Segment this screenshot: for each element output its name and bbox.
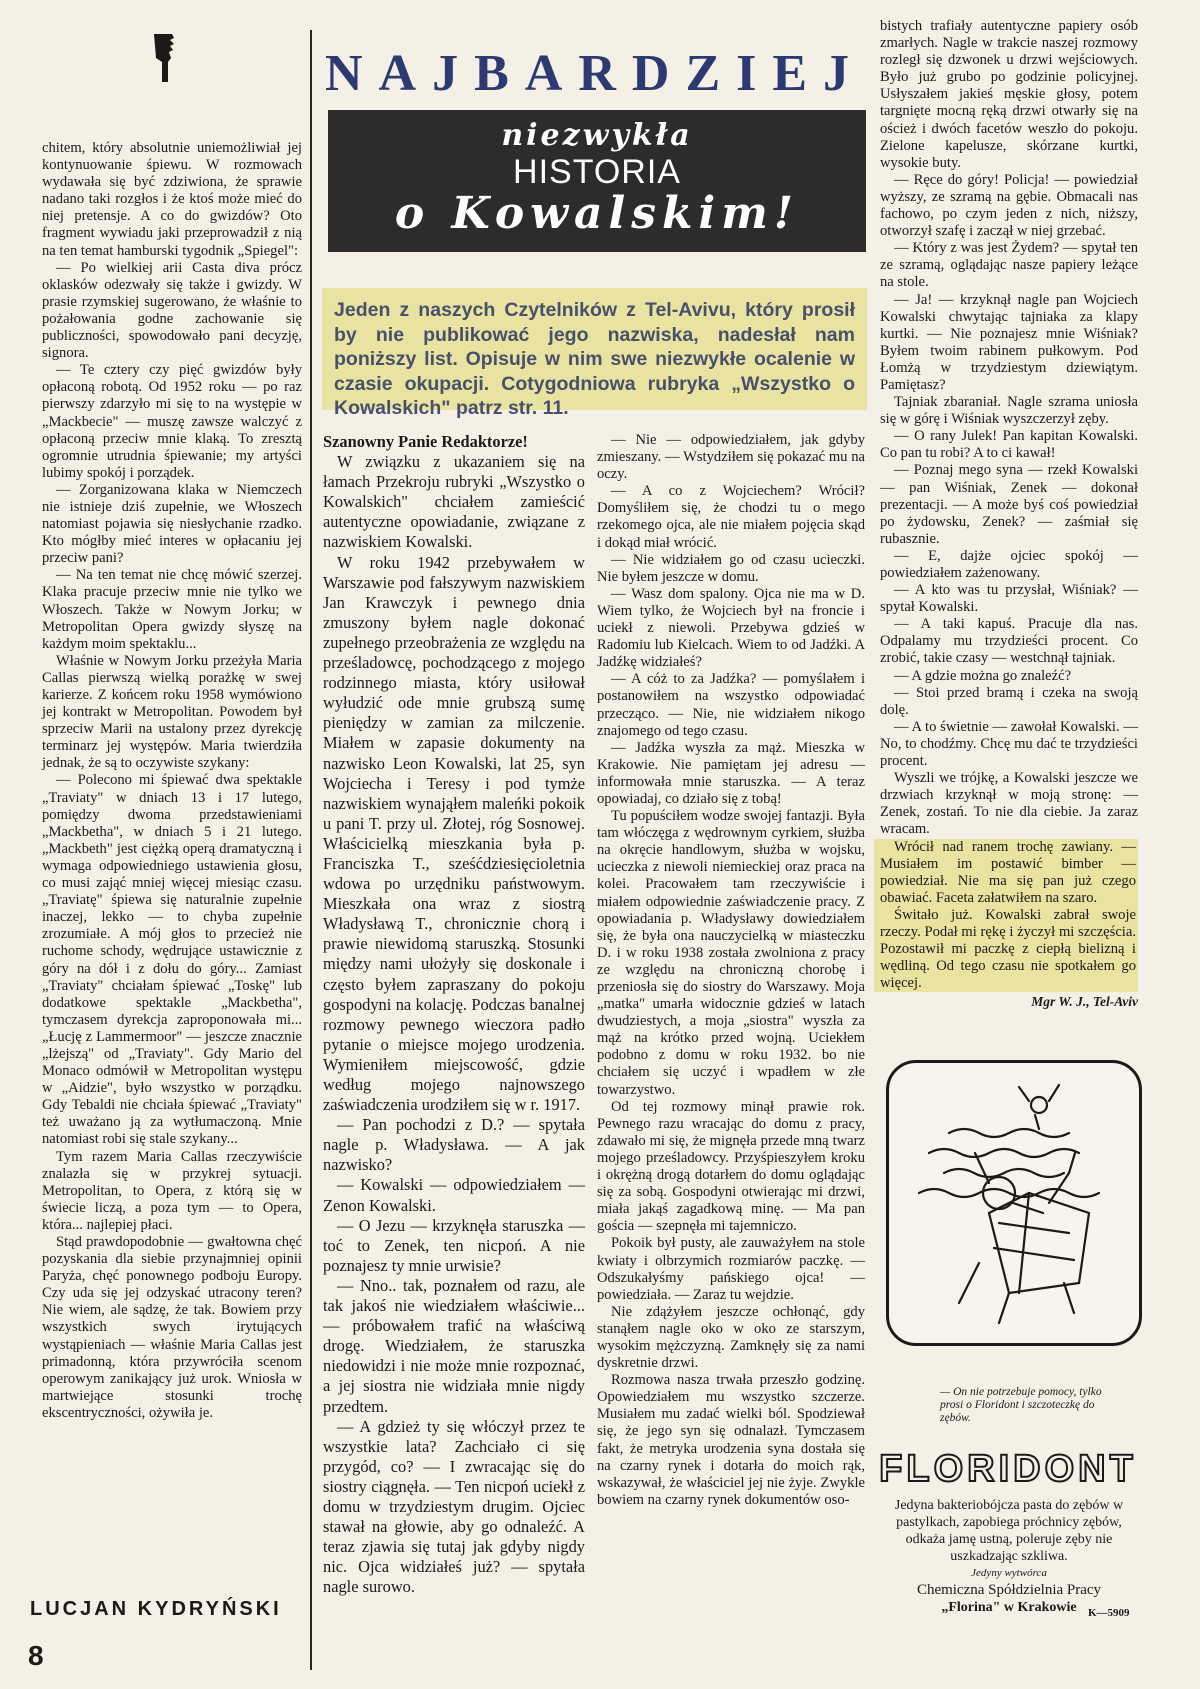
- highlighted-ending: [874, 839, 1138, 993]
- paragraph: Wrócił nad ranem trochę zawiany. — Musiałem im postawić bimber — powiedział. Nie ma się pan już czego obawiać. Faceta załatwiłem na szaro.: [880, 838, 1136, 906]
- paragraph: Tajniak zbaraniał. Nagle szrama uniosła się w górę i Wiśniak wyszczerzył zęby.: [880, 394, 1138, 428]
- paragraph: — Zorganizowana klaka w Niemczech nie istnieje dziś zupełnie, we Włoszech natomiast pojawia się niesłychanie rzadko. Kto mógłby mieć interes w opłacaniu jej przeciw pani?: [42, 481, 302, 567]
- paragraph: — A co z Wojciechem? Wrócił? Domyśliłem się, że chodzi tu o mego rzekomego ojca, ale nie miałem pojęcia skąd i dokąd miał wrócić.: [597, 483, 865, 551]
- paragraph: Właśnie w Nowym Jorku przeżyła Maria Callas pierwszą wielką porażkę w swej karierze. Z końcem roku 1958 wymówiono jej kontrakt w Metropolitan. Powodem był sprzeciw Marii na ustalony przez dyrekcję terminarz jej występów. Maria twierdziła jednak, że są to oczywiste szykany:: [42, 652, 302, 772]
- ad-maker-label: Jedyny wytwórca: [971, 1567, 1047, 1579]
- headline-box: [328, 110, 866, 252]
- paragraph: Rozmowa nasza trwała przeszło godzinę. Opowiedziałem mu wszystko szczerze. Musiałem mu zadać wielki ból. Spodziewał się, że jego syn się odnalazł. Tymczasem fakt, że metryka urodzenia syna dostała się na czarny rynek i dotarła do moich rąk, wskazywał, że właściciel jej nie żyje. Zwykle bowiem na czarny rynek dokumentów oso-: [597, 1372, 865, 1508]
- letter-column-1: [323, 432, 585, 1597]
- paragraph: — A cóż to za Jadźka? — pomyślałem i postanowiłem na wszystko odpowiadać przecząco. — Nie, nie widziałem nikogo znajomego od tego czasu.: [597, 671, 865, 739]
- paragraph: — A gdzie można go znaleźć?: [894, 667, 1072, 684]
- ad-body: Jedyna bakteriobójcza pasta do zębów w pastylkach, zapobiega próchnicy zębów, odkaża jamę ustną, poleruje zęby nie uszkadzając szkliwa.: [894, 1498, 1124, 1564]
- paragraph: Tym razem Maria Callas rzeczywiście znalazła się w przykrej sytuacji. Metropolitan, to Opera, z którą się w świecie liczą, a poza tym — to Opera, która... najlepiej płaci.: [42, 1148, 302, 1233]
- letter-column-3-text: [880, 18, 1138, 839]
- paragraph: W związku z ukazaniem się na łamach Przekroju rubryki „Wszystko o Kowalskich" chciałem zamieścić autentyczne opowiadanie, związane z nazwiskiem Kowalski.: [323, 452, 585, 552]
- headline-subtitle: niezwykła: [501, 118, 693, 153]
- paragraph: — Nno.. tak, poznałem od razu, ale tak jakoś nie wiedziałem właściwie... — próbowałem trafić na właściwą drogę. Wiedziałem, że staruszka niedowidzi i nie może mnie rozpoznać, a jej siostra nie widziała mnie nigdy przedtem.: [323, 1275, 585, 1416]
- letter-column-3: [880, 18, 1138, 1010]
- letter-salutation: Szanowny Panie Redaktorze!: [323, 432, 528, 451]
- paragraph: — Nie widziałem go od czasu ucieczki. Nie byłem jeszcze w domu.: [597, 551, 865, 585]
- ad-code: K—5909: [1088, 1607, 1130, 1619]
- paragraph: — A to świetnie — zawołał Kowalski. — No, to chodźmy. Chcę mu dać te trzydzieści procent.: [880, 718, 1138, 770]
- paragraph: — Nie — odpowiedziałem, jak gdyby zmieszany. — Wstydziłem się pokazać mu na oczy.: [597, 432, 865, 483]
- paragraph: — Po wielkiej arii Casta diva prócz oklasków odezwały się także i gwizdy. W prasie rzymskiej sugerowano, że właśnie to pożałowania godne zachowanie się publiczności, spowodowało pani decyzję, signora.: [42, 259, 302, 362]
- article-lead: Jeden z naszych Czytelników z Tel-Avivu, który prosił by nie publikować jego nazwiska, nadesłał nam poniższy list. Opisuje w nim swe niezwykłe ocalenie w czasie okupacji. Cotygodniowa rubryka „Wszystko o Kowalskich" patrz str. 11.: [322, 288, 867, 410]
- ad-text: [878, 1497, 1140, 1616]
- paragraph: — Kowalski — odpowiedziałem — Zenon Kowalski.: [323, 1175, 585, 1215]
- paragraph: — Wasz dom spalony. Ojca nie ma w D. Wiem tylko, że Wojciech był na froncie i uciekł z niewoli. Przebywa gdzieś w Radomiu lub Kielcach. Wiem to od Jadźki. A Jadźkę widziałeś?: [597, 585, 865, 671]
- column-divider: [310, 30, 312, 1670]
- paragraph: — A kto was tu przysłał, Wiśniak? — spytał Kowalski.: [880, 582, 1138, 616]
- paragraph: Pokoik był pusty, ale zauważyłem na stole kwiaty i olbrzymich rozmiarów paczkę. — Odszukałyśmy pańskiego ojca! — powiedziała. — Zaraz tu wejdzie.: [597, 1235, 865, 1303]
- paragraph: — Ręce do góry! Policja! — powiedział wyższy, ze szramą na gębie. Obmacali nas fachowo, po czym jeden z nich, niższy, otworzył szafę i zaczął w niej grzebać.: [880, 171, 1138, 240]
- paragraph: — O rany Julek! Pan kapitan Kowalski. Co pan tu robi? A to ci kawał!: [880, 428, 1138, 462]
- ad-caption: — On nie potrzebuje pomocy, tylko prosi o Floridont i szczoteczkę do zębów.: [940, 1386, 1102, 1424]
- paragraph: Świtało już. Kowalski zabrał swoje rzeczy. Podał mi rękę i życzył mi szczęścia. Pozostawił mi paczkę z ciepłą bielizną i wędliną. Od tego czasu nie spotkałem go więcej.: [880, 906, 1136, 992]
- left-column: [42, 140, 302, 1422]
- ad-brand-logo: FLORIDONT: [879, 1448, 1137, 1490]
- paragraph: — Te cztery czy pięć gwizdów były opłaconą robotą. Od 1952 roku — po raz pierwszy zdarzyło mi się to na występie w „Mackbecie" — muszę zawsze walczyć z opłaconą przeciw mnie klaką. To zresztą ogromnie utrudnia śpiewanie; my artyści lubimy spokój i porządek.: [42, 362, 302, 481]
- headline-title: NAJBARDZIEJ: [325, 45, 866, 102]
- left-column-text: [42, 140, 302, 1422]
- paragraph: — Polecono mi śpiewać dwa spektakle „Traviaty" w dniach 13 i 17 lutego, pomiędzy dwoma przedstawieniami „Mackbetha", w dniach 5 i 21 lutego. „Mackbeth" jest ciężką operą dramatyczną i wymaga odpowiedniego ustawienia głosu, co musi zająć mniej więcej miesiąc czasu. „Traviatę" śpiewa się naturalnie zupełnie inaczej, lekko — to chyba zupełnie zrozumiałe. A mój głos to przecież nie ruchome schody, wędrujące ustawicznie z góry na dół i z dołu do góry... Zamiast „Traviaty" chciałam śpiewać „Toskę" lub dodatkowe spektakle „Mackbetha", tymczasem dyrekcja zaproponowała mi... „Łucję z Lammermoor" — jeszcze znacznie „lżejszą" od „Traviaty". Gdy Mario del Monaco odmówił w Metropolitan występu w „Aidzie", było wszystko w porządku. Gdy Tebaldi nie chciała śpiewać „Traviaty" też uważano ją za wytłumaczoną. Mnie natomiast robi się stale szykany...: [42, 772, 302, 1148]
- paragraph: W roku 1942 przebywałem w Warszawie pod fałszywym nazwiskiem Jan Krawczyk i pewnego dnia zmuszony byłem nagle dokonać zupełnego przeobrażenia ze względu na prześladowcę, pochodzącego z mojego rodzinnego miasta, który usiłował wyłudzić ode mnie grubszą sumę pieniędzy w zamian za milczenie. Miałem w zapasie dokumenty na nazwisko Leon Kowalski, lat 25, syn Wojciecha i Teresy i pod tymże nazwiskiem wynająłem maleńki pokoik u pani T. przy ul. Złotej, róg Sosnowej. Właścicielką mieszkania była p. Franciszka T., sześćdziesięcioletnia wdowa po urzędniku państwowym. Mieszkała ona wraz z siostrą Władysławą T., chronicznie chorą i prawie niewidomą staruszką. Stosunki między nami ułożyły się doskonale i często byłem zapraszany do pokoju gospodyni na kolację. Podczas banalnej rozmowy pewnego wieczora padło pytanie o miejsce mojego urodzenia. Wymieniłem miejscowość, gdzie według mojego najnowszego zaświadczenia urodziłem się w r. 1917.: [323, 552, 585, 1115]
- page-number: 8: [28, 1640, 44, 1671]
- pointing-hand-icon: [150, 32, 180, 84]
- paragraph: — A taki kapuś. Pracuje dla nas. Odpalamy mu trzydzieści procent. Co zrobić, takie czasy — westchnął tajniak.: [880, 616, 1138, 667]
- letter-column-2-text: [597, 432, 865, 1509]
- paragraph: Stąd prawdopodobnie — gwałtowna chęć pozyskania dla siebie przynajmniej opinii Paryża, chęć ponownego podboju Europy. Czy uda się jej odzyskać utracony teren? Nie wiem, ale sądzę, że tak. Bowiem przy wszystkich swych irytujących wystąpieniach — właśnie Maria Callas jest primadonną, która przywróciła scenom operowym zanikający już urok. Wniosła w martwiejące stosunki trochę ekscentryczności, ożywiła je.: [42, 1234, 302, 1421]
- paragraph: — E, dajże ojciec spokój — powiedziałem zażenowany.: [880, 547, 1138, 581]
- drowning-man-illustration: [889, 1063, 1139, 1343]
- paragraph: Wyszli we trójkę, a Kowalski jeszcze we drzwiach krzyknął w moją stronę: — Zenek, zostań. To nie dla ciebie. Ja zaraz wracam.: [880, 770, 1138, 838]
- ad-maker-city: „Florina" w Krakowie: [941, 1600, 1077, 1615]
- paragraph: Nie zdążyłem jeszcze ochłonąć, gdy stanąłem nagle oko w oko ze starszym, wysokim mężczyzną. Zamknęły się za nami dyskretnie drzwi.: [597, 1303, 865, 1372]
- paragraph: chitem, który absolutnie uniemożliwiał jej kontynuowanie śpiewu. W rozmowach wydawała się być zdziwiona, że sprawie nadano taki rozgłos i że ktoś może mieć do niej pretensje. A co do gwizdów? Oto fragment wywiadu jaki przeprowadził z nią na ten temat hamburski tygodnik „Spiegel":: [42, 140, 302, 259]
- author-byline: LUCJAN KYDRYŃSKI: [30, 1598, 282, 1620]
- paragraph: Tu popuściłem wodze swojej fantazji. Była tam włóczęga z wędrownym cyrkiem, służba na okręcie handlowym, służba w wojsku, ucieczka z niewoli niemieckiej oraz praca na kolei. Pracowałem tam rzeczywiście i miałem odpowiednie zaświadczenie pracy. Z opowiadania p. Władysławy dowiedziałem się, że była ona nauczycielką w miasteczku D. i w roku 1938 została zwolniona z pracy ze względu na chroniczną chorobę i przeniosła się do siostry do Warszawy. Moja „matka" umarła widocznie gdzieś w latach dwudziestych, a moja „siostra" wyszła za mąż na krótko przed wojną. Uciekłem podobno z domu w roku 1932. bo nie chciałem się uczyć i wpadłem w złe towarzystwo.: [597, 808, 865, 1098]
- ad-illustration: [886, 1060, 1142, 1346]
- paragraph: — Na ten temat nie chcę mówić szerzej. Klaka pracuje przeciw mnie nie tylko we Włoszech. Także w Nowym Jorku; w Metropolitan Opera gwizdy słyszę na każdym moim spektaklu...: [42, 567, 302, 652]
- paragraph: bistych trafiały autentyczne papiery osób zmarłych. Nagle w trakcie naszej rozmowy rozległ się dzwonek u drzwi wejściowych. Było już grubo po godzinie policyjnej. Usłyszałem jakieś męskie głosy, potem targnięte mocną ręką drzwi otwarły się na oścież i dwóch facetów weszło do pokoju. Zielone kapelusze, skórzane kurtki, wysokie buty.: [880, 18, 1138, 171]
- letter-column-1-text: [323, 432, 585, 1597]
- letter-signature: Mgr W. J., Tel-Aviv: [1031, 994, 1138, 1010]
- paragraph: — Pan pochodzi z D.? — spytała nagle p. Władysława. — A jak nazwisko?: [323, 1115, 585, 1175]
- paragraph: — Ja! — krzyknął nagle pan Wojciech Kowalski chwytając tajniaka za klapy kurtki. — Nie poznajesz mnie Wiśniak? Byłem twoim rabinem pułkowym. Pod Łomżą w trzydziestym dziewiątym. Pamiętasz?: [880, 291, 1138, 393]
- paragraph: — Jadźka wyszła za mąż. Mieszka w Krakowie. Nie pamiętam jej adresu — informowała mnie staruszka. — A teraz opowiadaj, co działo się z tobą!: [597, 739, 865, 807]
- paragraph: — Poznaj mego syna — rzekł Kowalski — pan Wiśniak, Zenek — dokonał prezentacji. — A może byś coś powiedział po żydowsku, Zenek? — zaśmiał się rubasznie.: [880, 462, 1138, 547]
- letter-column-2: [597, 432, 865, 1509]
- paragraph: Od tej rozmowy minął prawie rok. Pewnego razu wracając do domu z pracy, zdawało mi się, że mignęła przede mną twarz mojego prześladowcy. Przyśpieszyłem kroku i okrężną drogą dotarłem do domu oglądając się za sobą. Gospodyni otwierając mi drzwi, miała jakąś zagadkową minę. — Ma pan gościa — szepnęła mi tajemniczo.: [597, 1098, 865, 1235]
- paragraph: — A gdzież ty się włóczył przez te wszystkie lata? Zachciało ci się przygód, co? — I zwracając się do siostry ciągnęła. — Ten nicpoń uciekł z domu w trzydziestym drugim. Ojciec stawał na głowie, aby go odnaleźć. A teraz zjawia się tutaj jak gdyby nigdy nic. Ojca widziałeś już? — spytała nagle surowo.: [323, 1416, 585, 1597]
- headline-kowalski: o Kowalskim!: [394, 188, 800, 239]
- paragraph: — O Jezu — krzyknęła staruszka — toć to Zenek, ten nicpoń. A nie poznajesz ty mnie urwisie?: [323, 1215, 585, 1275]
- headline-history: HISTORIA: [513, 153, 681, 191]
- paragraph: — Który z was jest Żydem? — spytał ten ze szramą, oglądając nasze papiery leżące na stole.: [880, 240, 1138, 291]
- paragraph: — Stoi przed bramą i czeka na swoją dolę.: [880, 684, 1138, 718]
- ad-maker: Chemiczna Spółdzielnia Pracy: [916, 1582, 1102, 1598]
